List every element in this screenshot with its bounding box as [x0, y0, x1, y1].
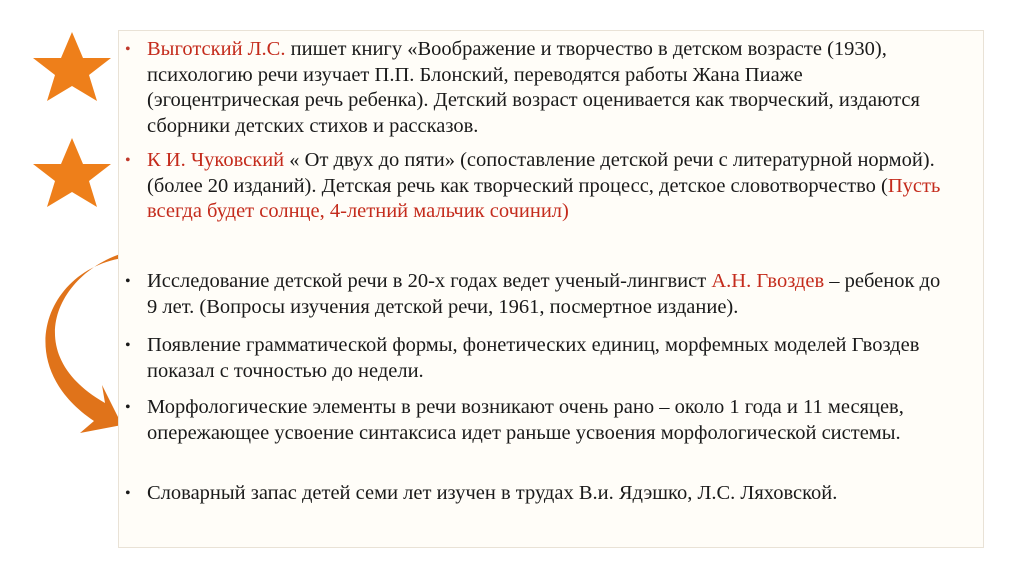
- author-name: К И. Чуковский: [147, 149, 285, 171]
- bullet-text: пишет книгу «Воображение и творчество в детском возрасте (1930), психологию речи изучает П.П. Блонский, переводятся работы Жана Пиаже (эгоцентрическая речь ребенка). Детский возраст оценивается как творческий, издаются сборники детских стихов и рассказов.: [147, 38, 920, 137]
- author-name: А.Н. Гвоздев: [711, 270, 825, 292]
- bullet-highlight: Пусть всегда будет солнце, 4-летний мальчик сочинил): [147, 174, 941, 222]
- bullet-marker: •: [125, 41, 131, 58]
- bullet-text: Исследование детской речи в 20-х годах ведет ученый-лингвист: [147, 270, 712, 292]
- bullet-item: [119, 148, 949, 225]
- bullet-item: [119, 481, 949, 507]
- bullet-marker: •: [125, 152, 131, 169]
- bullet-item: [119, 37, 949, 139]
- bullet-text: Словарный запас детей семи лет изучен в трудах В.и. Ядэшко, Л.С. Ляховской.: [147, 482, 838, 504]
- bullet-marker: •: [125, 485, 131, 502]
- content-box: [118, 30, 984, 548]
- bullet-marker: •: [125, 337, 131, 354]
- author-name: Выготский Л.С.: [147, 38, 286, 60]
- bullet-text: Появление грамматической формы, фонетических единиц, морфемных моделей Гвоздев показал с точностью до недели.: [147, 334, 920, 382]
- bullet-marker: •: [125, 399, 131, 416]
- bullet-text: « От двух до пяти» (сопоставление детской речи с литературной нормой). (более 20 изданий). Детская речь как творческий процесс, детское словотворчество (: [147, 149, 935, 197]
- star-icon: [33, 32, 111, 101]
- bullet-marker: •: [125, 273, 131, 290]
- bullet-item: [119, 395, 949, 446]
- curved-arrow-icon: [45, 253, 123, 433]
- bullet-tail: – ребенок до 9 лет. (Вопросы изучения детской речи, 1961, посмертное издание).: [147, 270, 941, 318]
- bullet-item: [119, 333, 949, 384]
- bullet-item: [119, 269, 949, 320]
- star-icon: [33, 138, 111, 207]
- bullet-text: Морфологические элементы в речи возникают очень рано – около 1 года и 11 месяцев, опережающее усвоение синтаксиса идет раньше усвоения морфологической системы.: [147, 396, 904, 444]
